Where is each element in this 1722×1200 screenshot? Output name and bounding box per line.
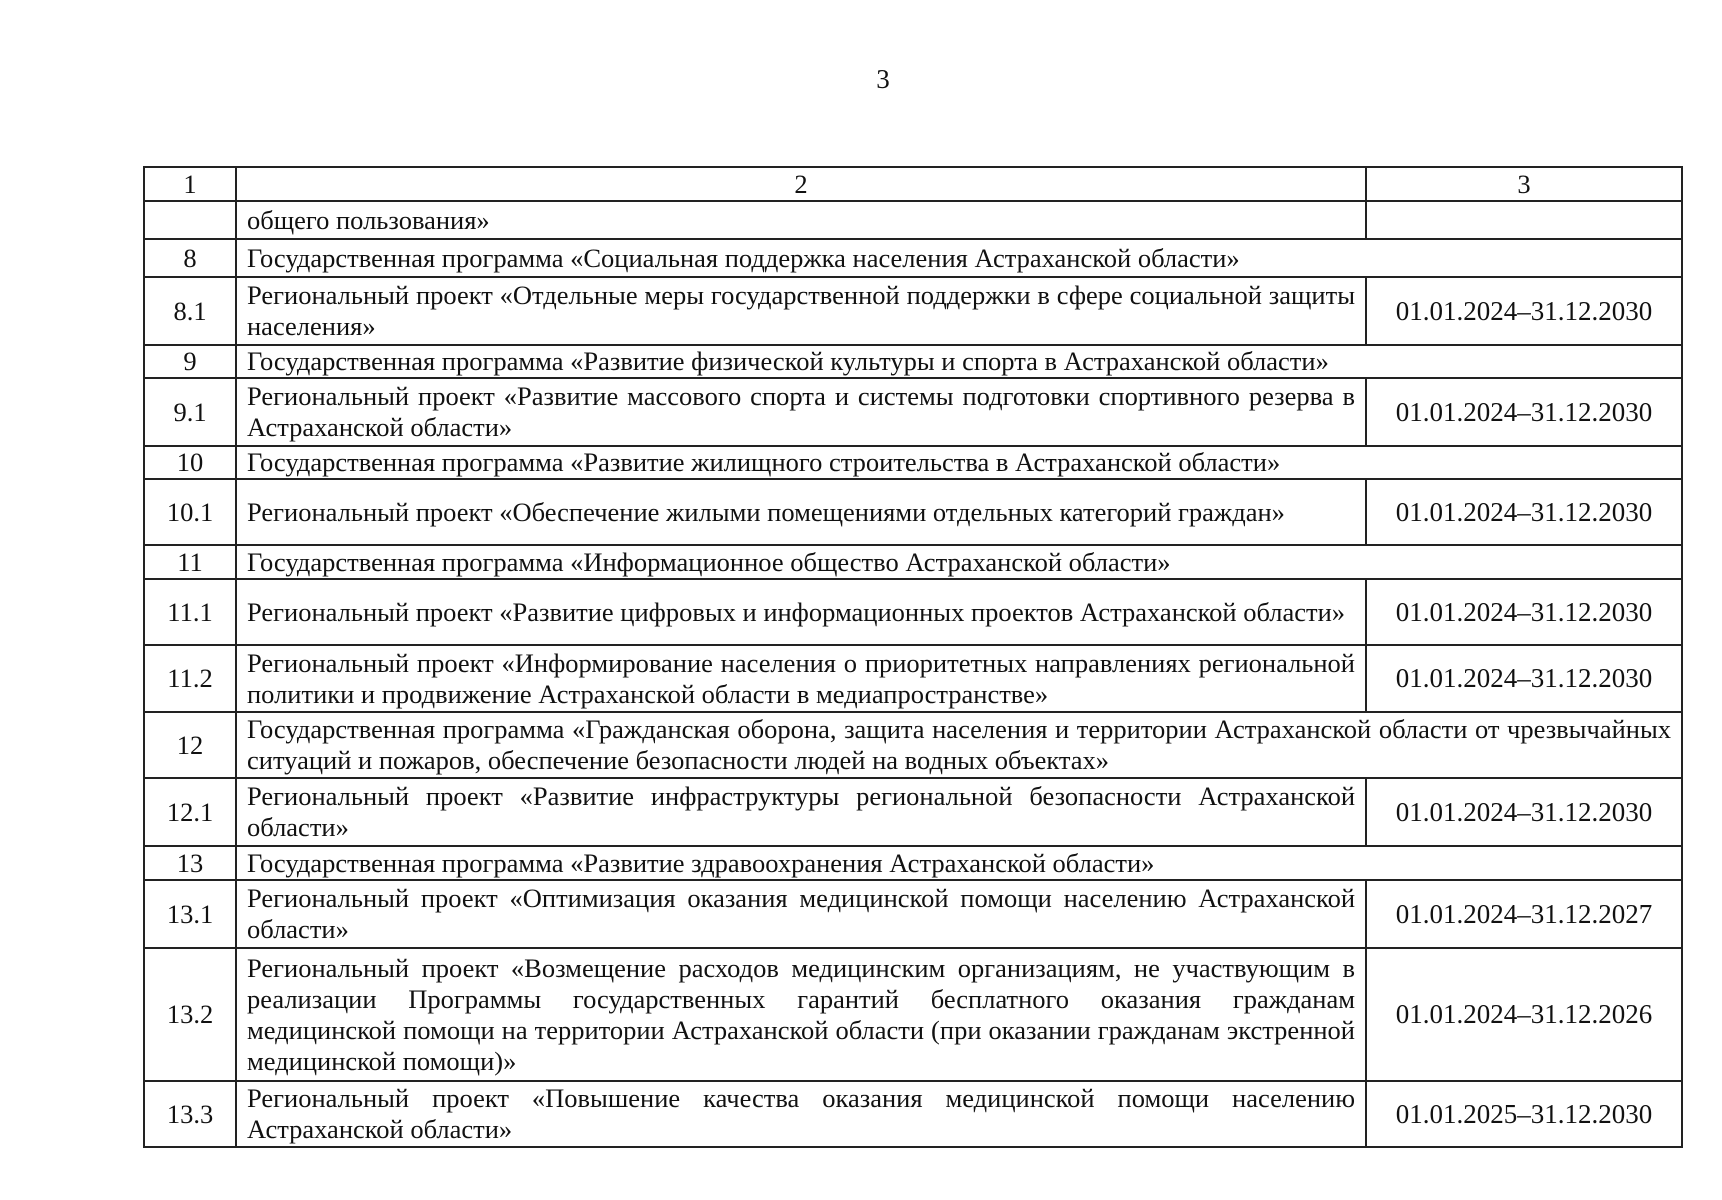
row-period: 01.01.2024–31.12.2030 <box>1366 479 1682 545</box>
program-row <box>144 712 1682 778</box>
row-title: Государственная программа «Гражданская оборона, защита населения и территории Астраханской области от чрезвычайных ситуаций и пожаров, обеспечение безопасности людей на водных объектах» <box>236 712 1682 778</box>
row-title: Государственная программа «Развитие физической культуры и спорта в Астраханской области» <box>236 345 1682 378</box>
row-number: 9 <box>144 345 236 378</box>
row-title: Государственная программа «Социальная поддержка населения Астраханской области» <box>236 239 1682 277</box>
row-number: 13.2 <box>144 948 236 1081</box>
row-period: 01.01.2024–31.12.2030 <box>1366 645 1682 712</box>
row-period: 01.01.2024–31.12.2030 <box>1366 778 1682 846</box>
row-title: общего пользования» <box>236 201 1366 239</box>
row-number: 8.1 <box>144 277 236 345</box>
row-title: Региональный проект «Развитие инфраструктуры региональной безопасности Астраханской области» <box>236 778 1366 846</box>
row-number: 12 <box>144 712 236 778</box>
table-row <box>144 201 1682 239</box>
projects-table <box>143 166 1683 1148</box>
program-row <box>144 345 1682 378</box>
row-title: Региональный проект «Возмещение расходов медицинским организациям, не участвующим в реализации Программы государственных гарантий бесплатного оказания гражданам медицинской помощи на территории Астраханской области (при оказании гражданам экстренной медицинской помощи)» <box>236 948 1366 1081</box>
row-number: 13.1 <box>144 880 236 948</box>
row-number: 10 <box>144 446 236 479</box>
row-title: Государственная программа «Развитие жилищного строительства в Астраханской области» <box>236 446 1682 479</box>
row-number: 8 <box>144 239 236 277</box>
column-header: 1 <box>144 167 236 201</box>
table-row <box>144 378 1682 446</box>
row-number: 13 <box>144 846 236 880</box>
table-row <box>144 778 1682 846</box>
table-row <box>144 948 1682 1081</box>
row-period: 01.01.2024–31.12.2030 <box>1366 579 1682 645</box>
row-title: Региональный проект «Развитие массового спорта и системы подготовки спортивного резерва в Астраханской области» <box>236 378 1366 446</box>
row-number: 11.2 <box>144 645 236 712</box>
column-header: 2 <box>236 167 1366 201</box>
page-number: 3 <box>876 64 890 94</box>
row-period: 01.01.2024–31.12.2026 <box>1366 948 1682 1081</box>
table-row <box>144 645 1682 712</box>
row-title: Государственная программа «Информационное общество Астраханской области» <box>236 545 1682 579</box>
table-row <box>144 1081 1682 1147</box>
row-period <box>1366 201 1682 239</box>
table-row <box>144 277 1682 345</box>
row-number: 13.3 <box>144 1081 236 1147</box>
row-title: Региональный проект «Информирование населения о приоритетных направлениях региональной политики и продвижение Астраханской области в медиапространстве» <box>236 645 1366 712</box>
row-period: 01.01.2024–31.12.2027 <box>1366 880 1682 948</box>
row-number <box>144 201 236 239</box>
table-header-row <box>144 167 1682 201</box>
program-row <box>144 545 1682 579</box>
row-period: 01.01.2025–31.12.2030 <box>1366 1081 1682 1147</box>
row-title: Региональный проект «Оптимизация оказания медицинской помощи населению Астраханской области» <box>236 880 1366 948</box>
row-period: 01.01.2024–31.12.2030 <box>1366 277 1682 345</box>
row-period: 01.01.2024–31.12.2030 <box>1366 378 1682 446</box>
row-number: 11.1 <box>144 579 236 645</box>
program-row <box>144 239 1682 277</box>
row-number: 9.1 <box>144 378 236 446</box>
row-title: Региональный проект «Обеспечение жилыми помещениями отдельных категорий граждан» <box>236 479 1366 545</box>
row-number: 10.1 <box>144 479 236 545</box>
table-row <box>144 579 1682 645</box>
row-title: Региональный проект «Повышение качества оказания медицинской помощи населению Астраханской области» <box>236 1081 1366 1147</box>
row-title: Региональный проект «Развитие цифровых и информационных проектов Астраханской области» <box>236 579 1366 645</box>
program-row <box>144 846 1682 880</box>
program-row <box>144 446 1682 479</box>
table-row <box>144 880 1682 948</box>
row-number: 12.1 <box>144 778 236 846</box>
column-header: 3 <box>1366 167 1682 201</box>
row-title: Государственная программа «Развитие здравоохранения Астраханской области» <box>236 846 1682 880</box>
row-number: 11 <box>144 545 236 579</box>
row-title: Региональный проект «Отдельные меры государственной поддержки в сфере социальной защиты населения» <box>236 277 1366 345</box>
table-row <box>144 479 1682 545</box>
